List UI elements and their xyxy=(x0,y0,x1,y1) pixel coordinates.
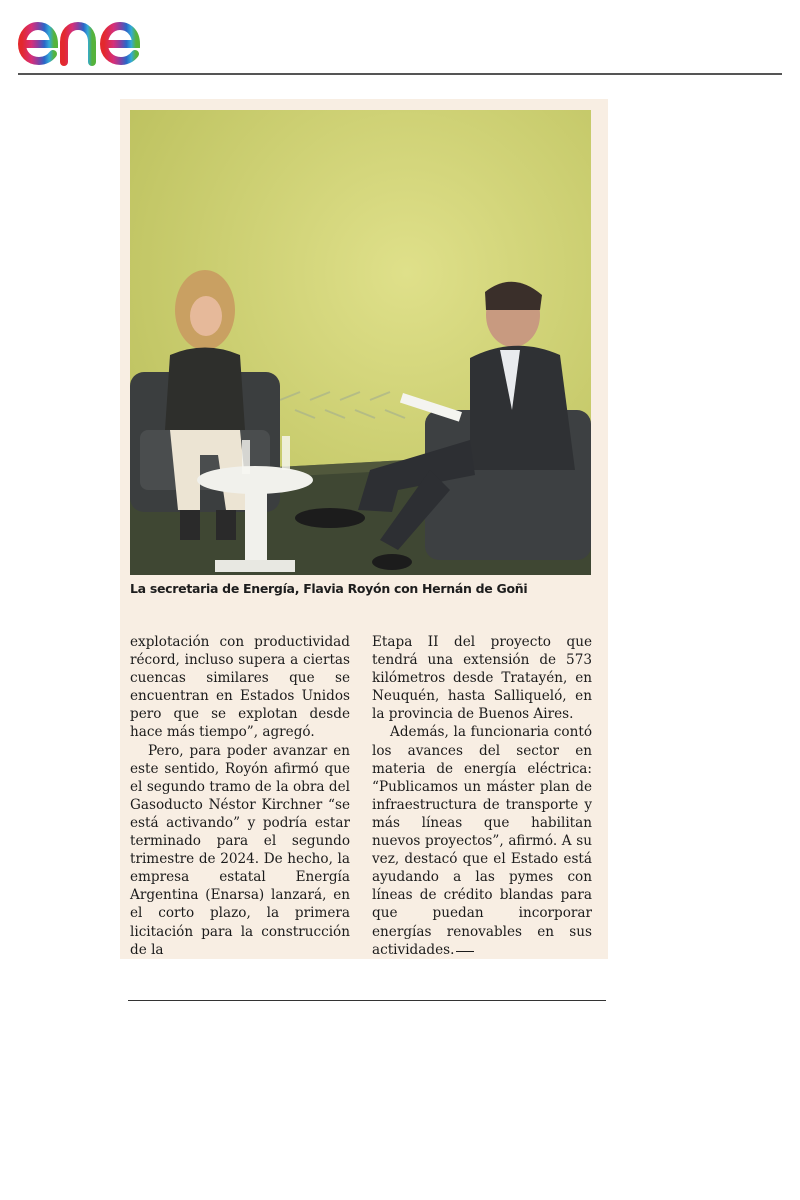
article-end-mark xyxy=(456,951,474,952)
photo-caption: La secretaria de Energía, Flavia Royón con Hernán de Goñi xyxy=(130,581,528,596)
article-column-left xyxy=(130,633,350,959)
enel-logo xyxy=(16,6,180,68)
header-divider xyxy=(18,73,782,75)
article-clipping xyxy=(120,99,608,959)
interview-photo-illustration xyxy=(130,110,591,575)
article-column-right xyxy=(372,633,592,959)
paragraph: Pero, para poder avanzar en este sentido, Royón afirmó que el segundo tramo de la obra del Gasoducto Néstor Kirchner “se está activando” y podría estar terminado para el segundo trimestre de 2024. De hecho, la empresa estatal Energía Argentina (Enarsa) lanzará, en el corto plazo, la primera licitación para la construcción de la xyxy=(130,742,350,958)
paragraph-text: Además, la funcionaria contó los avances del sector en materia de energía eléctrica: “Publicamos un máster plan de infraestructura de transporte y más líneas que habilitan nuevos proyectos”, afirmó. A su vez, destacó que el Estado está ayudando a las pymes con líneas de crédito blandas para que puedan incorporar energías renovables en sus actividades. xyxy=(372,724,592,958)
paragraph xyxy=(372,723,592,958)
interview-photo xyxy=(130,110,591,575)
footer-divider xyxy=(128,1000,606,1001)
paragraph: explotación con productividad récord, incluso supera a ciertas cuencas similares que se encuentran en Estados Unidos pero que se explotan desde hace más tiempo”, agregó. xyxy=(130,634,350,741)
paragraph: Etapa II del proyecto que tendrá una extensión de 573 kilómetros desde Tratayén, en Neuquén, hasta Salliqueló, en la provincia de Buenos Aires. xyxy=(372,634,592,723)
